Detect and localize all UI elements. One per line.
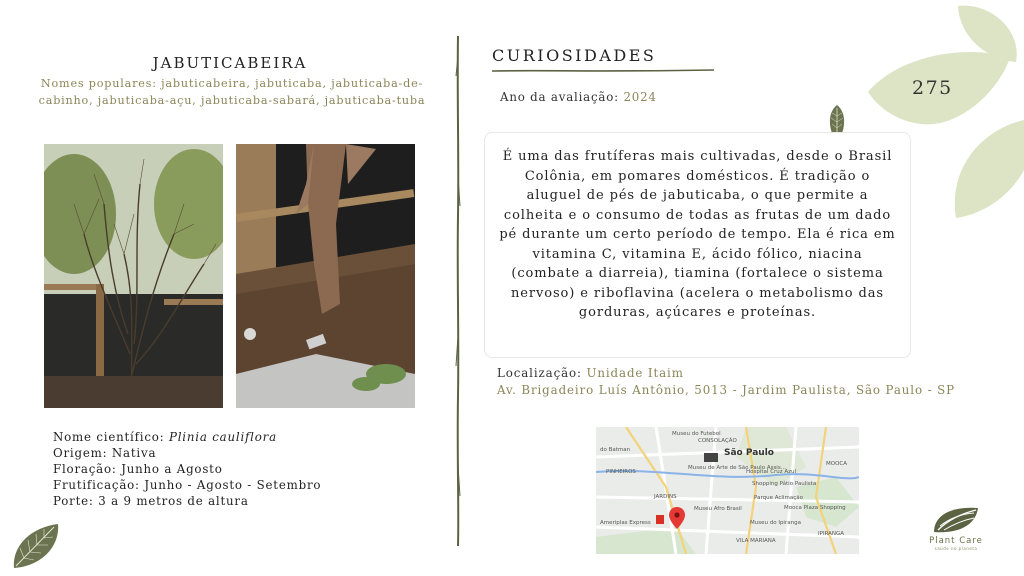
curiosities-heading: CURIOSIDADES <box>492 46 657 65</box>
map-label: do Batman <box>600 447 631 453</box>
map-label: Hospital Cruz Azul <box>746 469 797 475</box>
map-label: VILA MARIANA <box>736 538 776 544</box>
evaluation-year <box>500 90 657 104</box>
map-label: Museu Afro Brasil <box>694 506 742 512</box>
popular-names-label: Nomes populares: <box>40 77 157 90</box>
location-unit: Unidade Itaim <box>586 366 684 380</box>
plant-number-badge: 275 <box>912 77 953 99</box>
map-label: JARDINS <box>654 494 677 500</box>
plant-details <box>53 429 321 509</box>
popular-names-value: jabuticabeira, jabuticaba, jabuticaba-de-cabinho, jabuticaba-açu, jabuticaba-sabará, jabuticaba-tuba <box>38 77 426 107</box>
map-label: Parque Aclimação <box>754 495 803 501</box>
fruiting: Frutificação: Junho - Agosto - Setembro <box>53 478 322 492</box>
plant-name-heading: JABUTICABEIRA <box>152 54 308 72</box>
map-label: Museu do Ipiranga <box>750 520 801 526</box>
origin: Origem: Nativa <box>53 446 157 460</box>
map-label: Ameriplas Express <box>600 520 651 526</box>
poi-marker-icon <box>656 515 664 524</box>
scientific-name-value: Plinia cauliflora <box>169 430 277 444</box>
curiosities-text: É uma das frutíferas mais cultivadas, desde o Brasil Colônia, em pomares domésticos. É tradição o aluguel de pés de jabuticaba, o que permite a colheita e o consumo de todas as frutas de um dado pé durante um certo período de tempo. Ela é rica em vitamina C, vitamina E, ácido fólico, niacina (combate a diarreia), tiamina (fortalece o sistema nervoso) e riboflavina (acelera o metabolismo das gorduras, açúcares e proteínas. <box>499 149 896 320</box>
logo-tagline: saúde no planeta <box>934 546 978 551</box>
map-city-label: São Paulo <box>724 448 774 458</box>
plant-care-logo <box>920 504 992 551</box>
location-address: Av. Brigadeiro Luís Antônio, 5013 - Jardim Paulista, São Paulo - SP <box>497 383 955 397</box>
evaluation-year-value: 2024 <box>623 90 657 104</box>
map-label: MOOCA <box>826 461 848 467</box>
map-label: Museu de Arte de São Paulo Assis... <box>688 465 786 471</box>
map-label: Museu do Futebol <box>672 431 721 437</box>
vertical-divider <box>452 36 464 546</box>
landmark-marker-icon <box>704 453 718 462</box>
scientific-name <box>53 429 321 445</box>
size: Porte: 3 a 9 metros de altura <box>53 494 249 508</box>
map-label: Mooca Plaza Shopping <box>784 505 846 511</box>
tree-photo <box>44 144 223 408</box>
evaluation-year-label: Ano da avaliação: <box>500 90 619 104</box>
flowering: Floração: Junho a Agosto <box>53 462 223 476</box>
trunk-photo <box>236 144 415 408</box>
map-label: Shopping Pátio Paulista <box>752 481 817 487</box>
location-block <box>497 365 955 399</box>
popular-names <box>34 75 430 109</box>
plant-care-leaf-icon <box>930 504 982 534</box>
logo-name: Plant Care <box>929 536 983 546</box>
map-label: IPIRANGA <box>818 531 845 537</box>
map-label: PINHEIROS <box>606 469 636 475</box>
leaf-icon <box>10 522 62 570</box>
location-map[interactable] <box>596 427 859 554</box>
map-label: CONSOLAÇÃO <box>698 438 737 444</box>
location-label: Localização: <box>497 366 582 380</box>
scientific-name-label: Nome científico: <box>53 430 165 444</box>
location-unit-line <box>497 365 955 382</box>
heading-underline <box>492 68 714 74</box>
